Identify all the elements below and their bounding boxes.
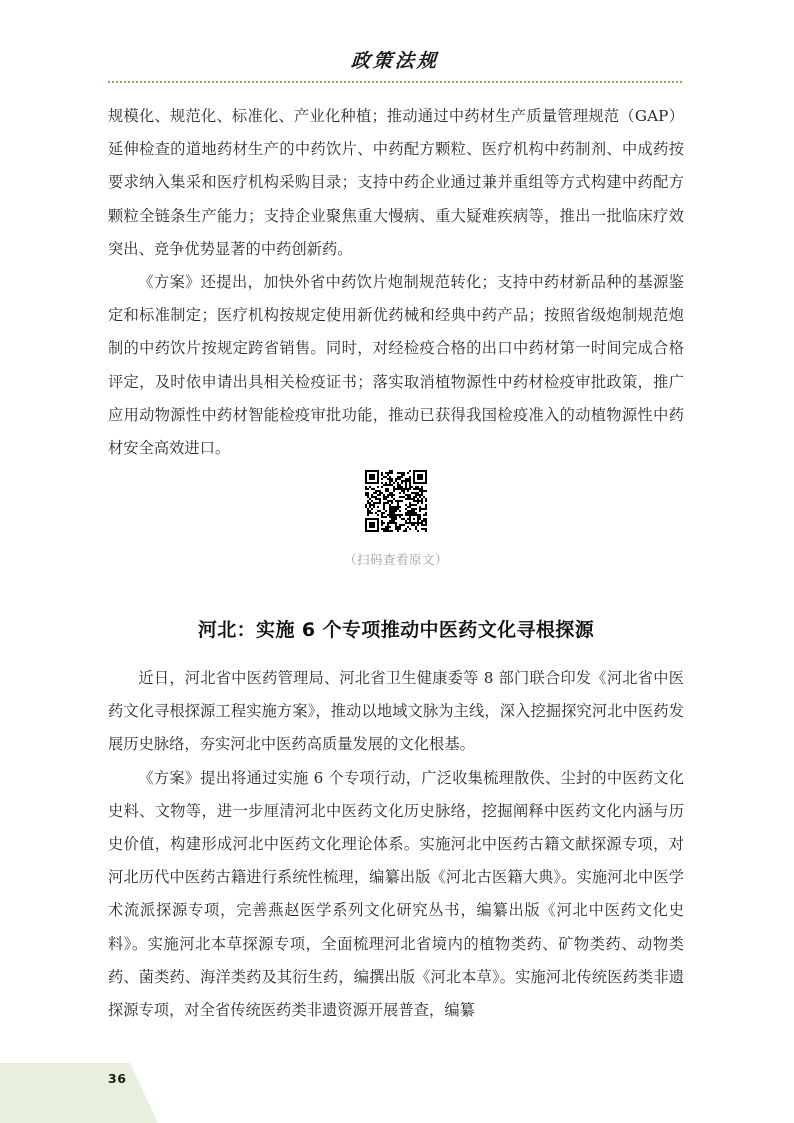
footer-page-tab — [0, 1063, 160, 1123]
paragraph: 规模化、规范化、标准化、产业化种植；推动通过中药材生产质量管理规范（GAP）延伸检查的道地药材生产的中药饮片、中药配方颗粒、医疗机构中药制剂、中成药按要求纳入集采和医疗机构采购目录；支持中药企业通过兼并重组等方式构建中药配方颗粒全链条生产能力；支持企业聚焦重大慢病、重大疑难疾病等，推出一批临床疗效突出、竞争优势显著的中药创新药。 — [108, 107, 684, 258]
running-header-title: 政策法规 — [350, 50, 440, 72]
qr-code-block — [108, 470, 684, 568]
running-header — [108, 48, 682, 83]
header-divider-rule — [108, 81, 682, 83]
paragraph: 近日，河北省中医药管理局、河北省卫生健康委等 8 部门联合印发《河北省中医药文化寻根探源工程实施方案》，推动以地域文脉为主线，深入挖掘探究河北中医药发展历史脉络，夯实河北中医药高质量发展的文化根基。 — [108, 669, 684, 754]
paragraph: 《方案》提出将通过实施 6 个专项行动，广泛收集梳理散佚、尘封的中医药文化史料、文物等，进一步厘清河北中医药文化历史脉络，挖掘阐释中医药文化内涵与历史价值，构建形成河北中医药文化理论体系。实施河北中医药古籍文献探源专项，对河北历代中医药古籍进行系统性梳理，编纂出版《河北古医籍大典》。实施河北中医学术流派探源专项，完善燕赵医学系列文化研究丛书，编纂出版《河北中医药文化史料》。实施河北本草探源专项，全面梳理河北省境内的植物类药、矿物类药、动物类药、菌类药、海洋类药及其衍生药，编撰出版《河北本草》。实施河北传统医药类非遗探源专项，对全省传统医药类非遗资源开展普查，编纂 — [108, 768, 684, 1020]
qr-code-icon[interactable] — [365, 470, 427, 532]
article-two-body — [108, 662, 684, 1027]
paragraph: 《方案》还提出，加快外省中药饮片炮制规范转化；支持中药材新品种的基源鉴定和标准制定；医疗机构按规定使用新优药械和经典中药产品；按照省级炮制规范炮制的中药饮片按规定跨省销售。同时，对经检疫合格的出口中药材第一时间完成合格评定，及时依申请出具相关检疫证书；落实取消植物源性中药材检疫审批政策，推广应用动物源性中药材智能检疫审批功能，推动已获得我国检疫准入的动植物源性中药材安全高效进口。 — [108, 273, 684, 458]
article-one-body — [108, 100, 684, 465]
article-two-heading: 河北：实施 6 个专项推动中医药文化寻根探源 — [197, 619, 595, 641]
page-number: 36 — [108, 1071, 127, 1086]
qr-code-caption: （扫码查看原文） — [343, 552, 448, 567]
